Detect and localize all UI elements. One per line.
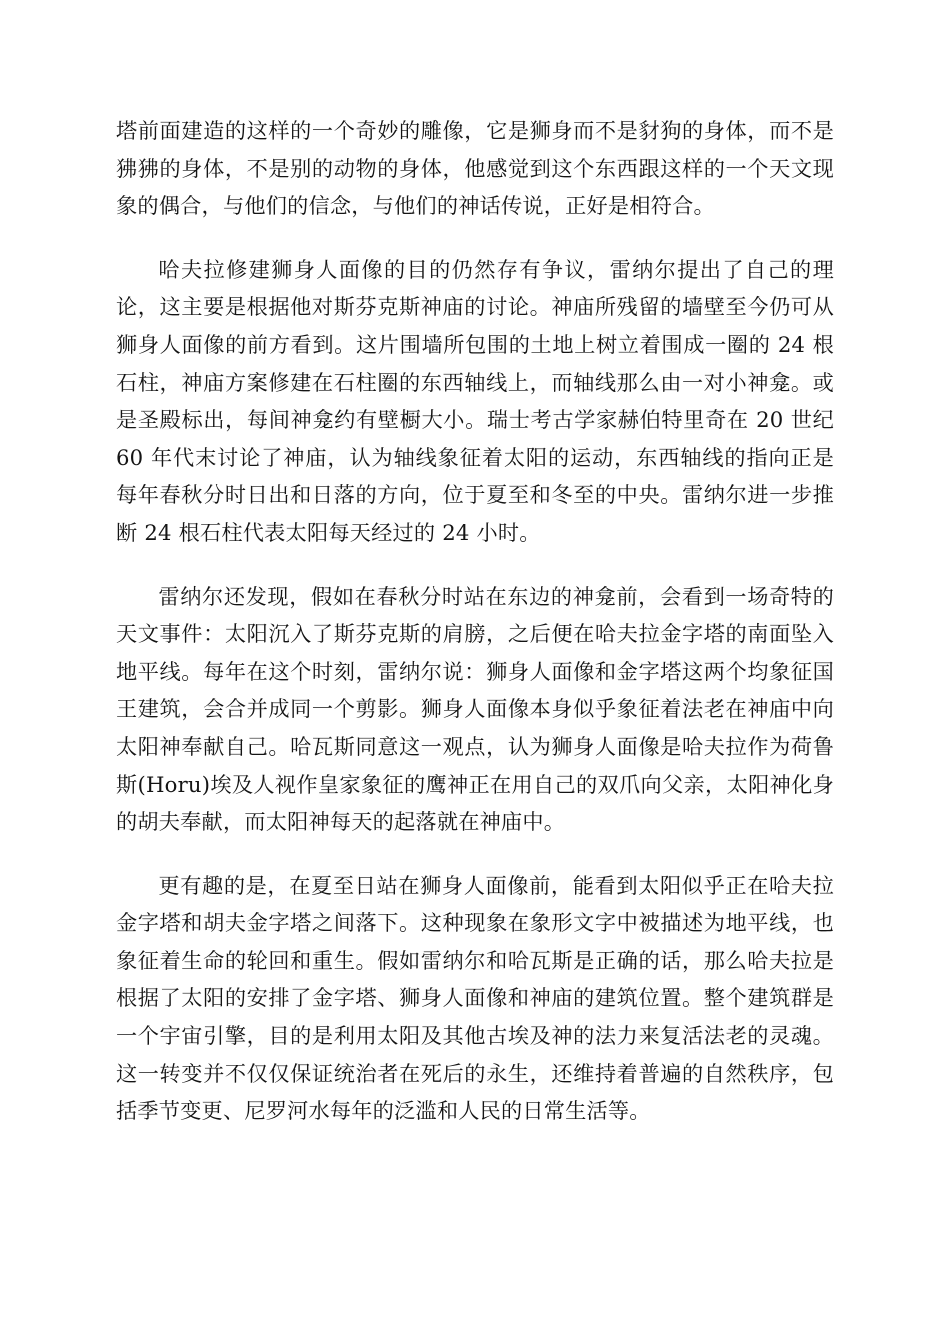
paragraph-3: 雷纳尔还发现，假如在春秋分时站在东边的神龛前，会看到一场奇特的天文事件：太阳沉入了斯芬克斯的肩膀，之后便在哈夫拉金字塔的南面坠入地平线。每年在这个时刻，雷纳尔说：狮身人面像和金字塔这两个均象征国王建筑，会合并成同一个剪影。狮身人面像本身似乎象征着法老在神庙中向太阳神奉献自己。哈瓦斯同意这一观点，认为狮身人面像是哈夫拉作为荷鲁斯(Horu)埃及人视作皇家象征的鹰神正在用自己的双爪向父亲，太阳神化身的胡夫奉献，而太阳神每天的起落就在神庙中。: [116, 583, 834, 835]
document-body: [116, 112, 834, 1156]
paragraph-1: 塔前面建造的这样的一个奇妙的雕像，它是狮身而不是豺狗的身体，而不是狒狒的身体，不是别的动物的身体，他感觉到这个东西跟这样的一个天文现象的偶合，与他们的信念，与他们的神话传说，正好是相符合。: [116, 118, 834, 219]
paragraph-4: 更有趣的是，在夏至日站在狮身人面像前，能看到太阳似乎正在哈夫拉金字塔和胡夫金字塔之间落下。这种现象在象形文字中被描述为地平线，也象征着生命的轮回和重生。假如雷纳尔和哈瓦斯是正确的话，那么哈夫拉是根据了太阳的安排了金字塔、狮身人面像和神庙的建筑位置。整个建筑群是一个宇宙引擎，目的是利用太阳及其他古埃及神的法力来复活法老的灵魂。这一转变并不仅仅保证统治者在死后的永生，还维持着普遍的自然秩序，包括季节变更、尼罗河水每年的泛滥和人民的日常生活等。: [116, 872, 834, 1124]
paragraph-2: 哈夫拉修建狮身人面像的目的仍然存有争议，雷纳尔提出了自己的理论，这主要是根据他对斯芬克斯神庙的讨论。神庙所残留的墙壁至今仍可从狮身人面像的前方看到。这片围墙所包围的土地上树立着围成一圈的 24 根石柱，神庙方案修建在石柱圈的东西轴线上，而轴线那么由一对小神龛。或是圣殿标出，每间神龛约有壁橱大小。瑞士考古学家赫伯特里奇在 20 世纪 60 年代末讨论了神庙，认为轴线象征着太阳的运动，东西轴线的指向正是每年春秋分时日出和日落的方向，位于夏至和冬至的中央。雷纳尔进一步推断 24 根石柱代表太阳每天经过的 24 小时。: [116, 256, 834, 545]
